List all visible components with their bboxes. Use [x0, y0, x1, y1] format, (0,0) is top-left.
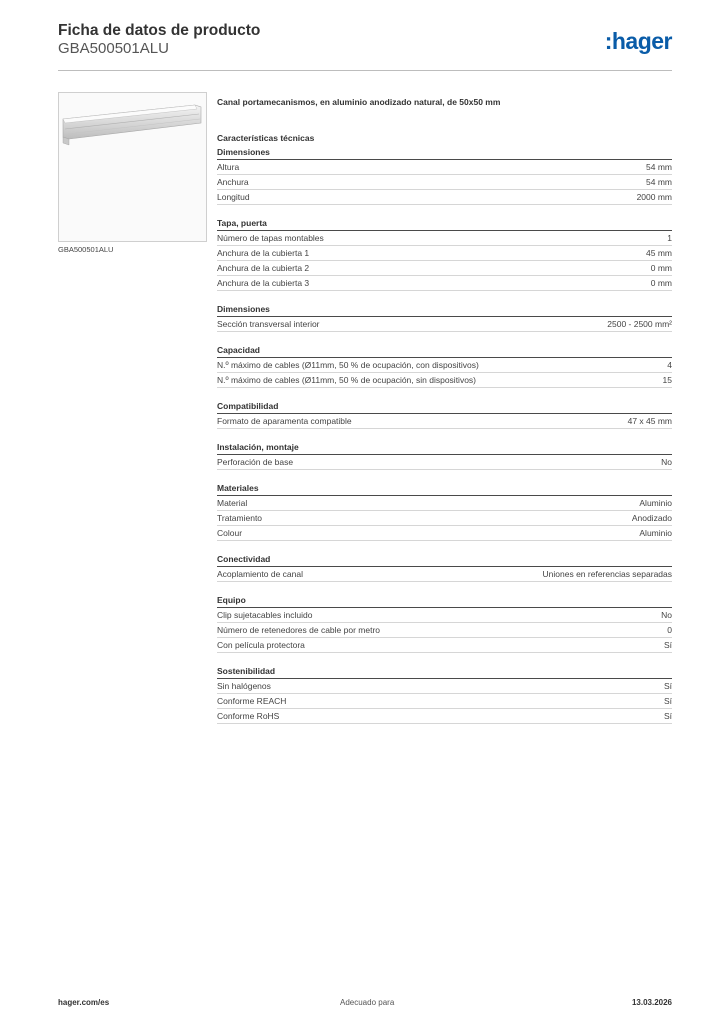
- spec-value: 2000 mm: [636, 192, 672, 202]
- spec-section: [217, 594, 672, 653]
- spec-value: Sí: [663, 640, 672, 650]
- section-title: Dimensiones: [217, 303, 672, 317]
- spec-section: [217, 344, 672, 388]
- section-title: Capacidad: [217, 344, 672, 358]
- product-details: [217, 96, 672, 724]
- image-caption: GBA500501ALU: [58, 245, 114, 254]
- spec-row: [217, 694, 672, 709]
- characteristics-heading: Características técnicas: [217, 133, 315, 143]
- spec-row: [217, 246, 672, 261]
- spec-label: N.º máximo de cables (Ø11mm, 50 % de ocupación, sin dispositivos): [217, 375, 477, 385]
- section-title: Compatibilidad: [217, 400, 672, 414]
- footer-website: hager.com/es: [58, 998, 110, 1007]
- spec-value: 2500 - 2500 mm²: [607, 319, 672, 329]
- spec-value: 54 mm: [646, 162, 672, 172]
- spec-row: [217, 455, 672, 470]
- spec-label: Colour: [217, 528, 243, 538]
- spec-value: 45 mm: [646, 248, 672, 258]
- spec-label: Clip sujetacables incluido: [217, 610, 313, 620]
- spec-value: 0 mm: [650, 278, 672, 288]
- section-title: Dimensiones: [217, 146, 672, 160]
- spec-label: Anchura de la cubierta 2: [217, 263, 310, 273]
- spec-label: Conforme RoHS: [217, 711, 280, 721]
- spec-value: 0: [667, 625, 672, 635]
- spec-row: [217, 496, 672, 511]
- spec-row: [217, 231, 672, 246]
- page-title: Ficha de datos de producto: [58, 22, 261, 39]
- spec-value: Uniones en referencias separadas: [542, 569, 672, 579]
- hager-logo: :hager: [604, 28, 672, 54]
- section-title: Sostenibilidad: [217, 665, 672, 679]
- spec-sections: [217, 146, 672, 724]
- spec-value: Sí: [663, 711, 672, 721]
- spec-label: Con película protectora: [217, 640, 305, 650]
- spec-label: Altura: [217, 162, 240, 172]
- spec-label: Longitud: [217, 192, 250, 202]
- spec-row: [217, 261, 672, 276]
- section-title: Equipo: [217, 594, 672, 608]
- spec-row: [217, 608, 672, 623]
- product-description: Canal portamecanismos, en aluminio anodizado natural, de 50x50 mm: [217, 97, 501, 107]
- spec-value: 4: [667, 360, 672, 370]
- spec-section: [217, 553, 672, 582]
- cable-channel-illustration: [59, 93, 206, 241]
- section-title: Instalación, montaje: [217, 441, 672, 455]
- spec-label: Tratamiento: [217, 513, 263, 523]
- spec-value: No: [661, 610, 672, 620]
- spec-label: Número de retenedores de cable por metro: [217, 625, 381, 635]
- spec-value: Aluminio: [639, 528, 672, 538]
- spec-label: Anchura: [217, 177, 249, 187]
- spec-section: [217, 303, 672, 332]
- spec-section: [217, 146, 672, 205]
- section-title: Conectividad: [217, 553, 672, 567]
- spec-row: [217, 175, 672, 190]
- spec-section: [217, 482, 672, 541]
- section-title: Tapa, puerta: [217, 217, 672, 231]
- spec-value: No: [661, 457, 672, 467]
- spec-row: [217, 567, 672, 582]
- spec-value: 1: [667, 233, 672, 243]
- spec-label: Conforme REACH: [217, 696, 287, 706]
- spec-value: Sí: [663, 681, 672, 691]
- spec-row: [217, 358, 672, 373]
- spec-row: [217, 623, 672, 638]
- spec-row: [217, 373, 672, 388]
- spec-row: [217, 511, 672, 526]
- spec-section: [217, 217, 672, 291]
- spec-label: Perforación de base: [217, 457, 294, 467]
- page-header: [58, 22, 672, 71]
- spec-row: [217, 276, 672, 291]
- spec-label: Anchura de la cubierta 3: [217, 278, 310, 288]
- spec-row: [217, 526, 672, 541]
- spec-section: [217, 400, 672, 429]
- spec-section: [217, 441, 672, 470]
- spec-label: Anchura de la cubierta 1: [217, 248, 310, 258]
- spec-value: 0 mm: [650, 263, 672, 273]
- footer-date: 13.03.2026: [631, 998, 672, 1007]
- spec-value: 15: [662, 375, 672, 385]
- spec-row: [217, 414, 672, 429]
- spec-label: Sección transversal interior: [217, 319, 320, 329]
- spec-value: Sí: [663, 696, 672, 706]
- spec-row: [217, 160, 672, 175]
- section-title: Materiales: [217, 482, 672, 496]
- spec-label: Sin halógenos: [217, 681, 271, 691]
- spec-value: 47 x 45 mm: [627, 416, 672, 426]
- spec-row: [217, 638, 672, 653]
- spec-label: Material: [217, 498, 248, 508]
- spec-label: N.º máximo de cables (Ø11mm, 50 % de ocupación, con dispositivos): [217, 360, 479, 370]
- spec-value: Anodizado: [631, 513, 672, 523]
- spec-label: Acoplamiento de canal: [217, 569, 304, 579]
- spec-value: 54 mm: [646, 177, 672, 187]
- spec-section: [217, 665, 672, 724]
- spec-row: [217, 317, 672, 332]
- spec-row: [217, 679, 672, 694]
- spec-label: Número de tapas montables: [217, 233, 324, 243]
- product-image: [58, 92, 207, 242]
- spec-row: [217, 709, 672, 724]
- spec-row: [217, 190, 672, 205]
- product-reference: GBA500501ALU: [58, 40, 169, 57]
- footer-suitable-for: Adecuado para: [340, 998, 395, 1007]
- spec-label: Formato de aparamenta compatible: [217, 416, 352, 426]
- spec-value: Aluminio: [639, 498, 672, 508]
